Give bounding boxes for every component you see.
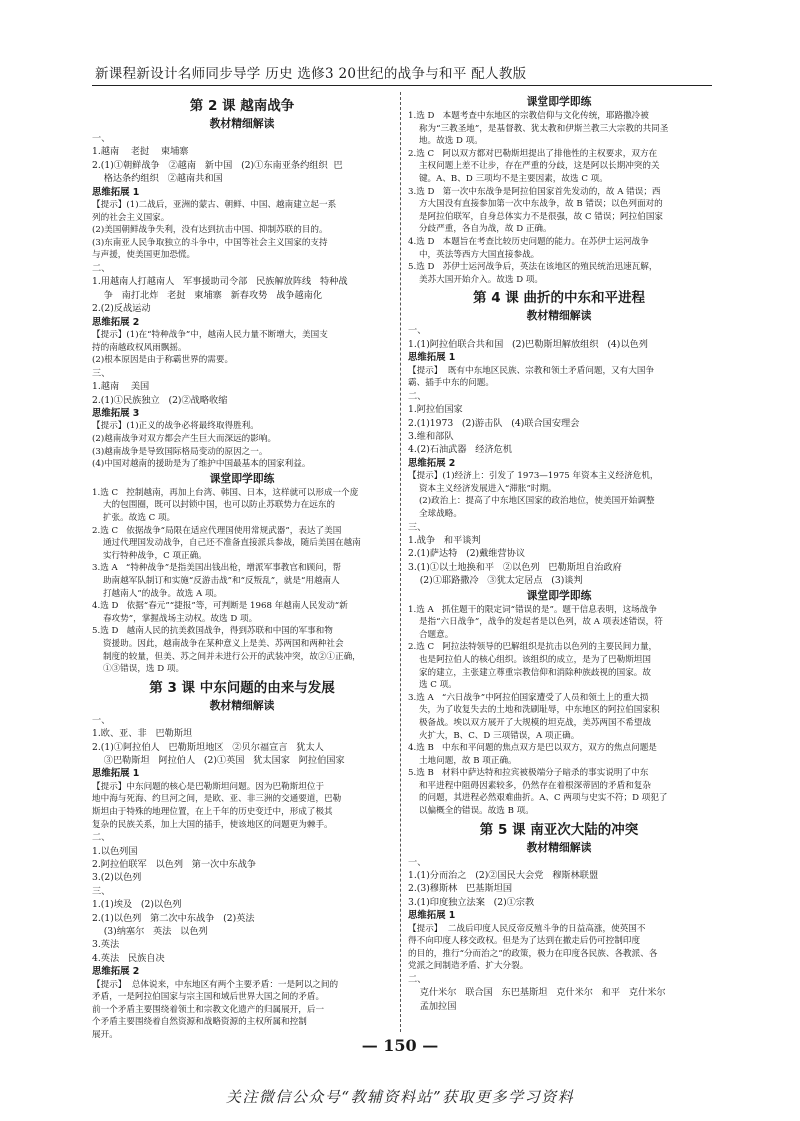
text-line: 2.阿拉伯联军 以色列 第一次中东战争 <box>92 858 257 870</box>
text-line: 2.(1)以色列 第二次中东战争 (2)英法 <box>92 912 255 924</box>
text-line: 失，为了收复失去的土地和洗刷耻辱，中东地区的阿拉伯国家积 <box>408 705 660 716</box>
right-column <box>408 94 710 1013</box>
text-line: 地。故选 D 项。 <box>408 136 483 147</box>
text-line: 家的建立，主张建立尊重宗教信仰和消除种族歧视的国家。故 <box>408 667 651 678</box>
text-line: 土地问题，故 B 项正确。 <box>408 755 517 766</box>
text-line: 合题意。 <box>408 629 454 640</box>
text-line: 复杂的民族关系，加上大国的插手，使该地区的问题更为棘手。 <box>92 819 333 830</box>
text-line: 得不向印度人移交政权。但是为了达到在撤走后仍可控制印度 <box>408 936 641 947</box>
text-line: 【提示】 既有中东地区民族、宗教和领土矛盾问题，又有大国争 <box>408 365 655 376</box>
text-line: (2)美国朝鲜战争失利，没有达到抗击中国、抑制苏联的目的。 <box>92 225 328 236</box>
text-line: 2.(1)萨达特 (2)戴维营协议 <box>408 548 526 560</box>
lesson-title: 第 5 课 南亚次大陆的冲突 <box>479 821 639 838</box>
text-line: 的问题，其进程必然艰难曲折。A、C 两项与史实不符；D 项犯了 <box>408 793 668 804</box>
text-line: 和平进程中阻碍因素较多，仍然存在着根深蒂固的矛盾和复杂 <box>408 780 651 791</box>
text-line: 主权问题上差不让步，存在严重的分歧，这是阿以长期冲突的关 <box>408 161 660 172</box>
text-line: 霸、插手中东的问题。 <box>408 378 494 389</box>
text-line: 1.(1)分而治之 (2)②国民大会党 穆斯林联盟 <box>408 870 599 882</box>
text-line: 3.英法 <box>92 939 120 951</box>
text-line: 2.(1)①朝鲜战争 ②越南 新中国 (2)①东南亚条约组织 巴 <box>92 159 343 171</box>
text-line: 1.战争 和平谈判 <box>408 534 481 546</box>
text-line: 3.维和部队 <box>408 430 454 442</box>
text-line: 实行特种战争，C 项正确。 <box>92 550 207 561</box>
text-line: 【提示】中东问题的核心是巴勒斯坦问题。因为巴勒斯坦位于 <box>92 781 325 792</box>
text-line: 资援助。因此，越南战争在某种意义上是美、苏两国和两种社会 <box>92 638 344 649</box>
text-line: 1.(1)埃及 (2)以色列 <box>92 899 182 911</box>
text-line: 【提示】(1)在“特种战争”中，越南人民力量不断增大，美国支 <box>92 330 328 341</box>
text-line: 2.(1)1973 (2)游击队 (4)联合国安理会 <box>408 417 580 429</box>
left-column <box>92 94 392 1042</box>
text-line: 1.选 D 本题考查中东地区的宗教信仰与文化传统，耶路撒冷被 <box>408 111 649 121</box>
text-line: 2.(1)①民族独立 (2)②战略收缩 <box>92 394 228 406</box>
text-line: 列的社会主义国家。 <box>92 212 170 223</box>
text-line: 选 C 项。 <box>408 680 457 691</box>
text-line: 4.选 B 中东和平问题的焦点双方是巴以双方，双方的焦点问题是 <box>408 743 657 754</box>
running-header: 新课程新设计名师同步导学 历史 选修3 20世纪的战争与和平 配人教版 <box>95 66 527 82</box>
section-title: 课堂即学即练 <box>526 588 592 602</box>
text-line: 3.选 D 第一次中东战争是阿拉伯国家首先发动的，故 A 错误；西 <box>408 186 661 197</box>
text-line: 键。A、B、D 三项均不是主要因素，故选 C 项。 <box>408 173 608 184</box>
text-line: 1.欧、亚、非 巴勒斯坦 <box>92 728 193 740</box>
text-line: 通过代理国发动战争，自己还不准备直接派兵参战，随后美国在越南 <box>92 538 361 549</box>
text-line: 极备战。埃以双方展开了大规模的坦克战，美苏两国不希望战 <box>408 717 651 728</box>
text-line: 【提示】 总体说来，中东地区有两个主要矛盾：一是阿以之间的 <box>92 979 339 990</box>
text-line: 全球战略。 <box>408 508 462 519</box>
text-line: 个矛盾主要围绕着自然资源和战略资源的主权所属和控制 <box>92 1017 307 1028</box>
text-line: 称为“三教圣地”，是基督教、犹太教和伊斯兰教三大宗教的共同圣 <box>408 123 669 134</box>
text-line: 制度的较量，但美、苏之间并未进行公开的武装冲突，故②①正确， <box>92 651 361 662</box>
text-line: ③巴勒斯坦 阿拉伯人 (2)①英国 犹太国家 阿拉伯国家 <box>92 754 345 766</box>
text-line: 2.选 C 依据战争“局限在适应代理国使用常规武器”，表达了美国 <box>92 525 342 536</box>
subsection-label: 思维拓展 2 <box>92 966 140 978</box>
subsection-label: 思维拓展 1 <box>408 352 456 364</box>
text-line: 中，英法等西方大国直接参战。 <box>408 249 540 260</box>
text-line: 春攻势”，掌握战场主动权。故选 D 项。 <box>92 613 258 624</box>
text-line: 分歧严重，各自为战，故 D 正确。 <box>408 224 552 235</box>
section-title: 教材精细解读 <box>209 117 275 130</box>
text-line: 3.选 A “特种战争”是指美国出钱出枪，增派军事教官和顾问，帮 <box>92 563 341 574</box>
text-line: 3.(1)①以土地换和平 ②以色列 巴勒斯坦自治政府 <box>408 561 622 573</box>
text-line: 以偏概全的错误。故选 B 项。 <box>408 806 534 817</box>
subsection-label: 思维拓展 3 <box>92 408 140 420</box>
text-line: 5.选 D 越南人民的抗美救国战争，得到苏联和中国的军事和物 <box>92 626 333 637</box>
text-line: 5.选 B 材料中萨达特和拉宾被极端分子暗杀的事实说明了中东 <box>408 768 649 779</box>
text-line: 二、 <box>92 832 111 844</box>
text-line: 三、 <box>408 521 427 533</box>
section-title: 教材精细解读 <box>526 309 592 323</box>
text-line: 5.选 D 苏伊士运河战争后，英法在该地区的殖民统治迅速瓦解， <box>408 262 658 273</box>
text-line: 前一个矛盾主要围绕着领土和宗教文化遗产的归属展开，后一 <box>92 1004 325 1015</box>
text-line: 格达条约组织 ②越南共和国 <box>92 173 223 185</box>
text-line: 是指“六日战争”，战争的发起者是以色列，故 A 项表述错误，符 <box>408 617 663 628</box>
text-line: 4.选 D 本题旨在考查比较历史问题的能力。在苏伊士运河战争 <box>408 236 649 247</box>
lesson-title: 第 2 课 越南战争 <box>189 98 295 114</box>
text-line: 3.(1)印度独立法案 (2)①宗教 <box>408 896 535 908</box>
text-line: ①③错误，选 D 项。 <box>92 664 185 675</box>
page-number: — 150 — <box>361 1036 439 1055</box>
text-line: 矛盾，一是阿拉伯国家与宗主国和域后世界大国之间的矛盾。 <box>92 992 325 1003</box>
text-line: 助南越军队制订和实施“反游击战”和“反叛乱”，就是“用越南人 <box>92 575 340 586</box>
lesson-title: 第 4 课 曲折的中东和平进程 <box>473 290 645 307</box>
text-line: 2.(1)①阿拉伯人 巴勒斯坦地区 ②贝尔福宣言 犹太人 <box>92 741 324 753</box>
text-line: 二、 <box>408 974 427 986</box>
text-line: 的目的，推行“分而治之”的政策，极力在印度各民族、各教派、各 <box>408 948 658 959</box>
text-line: 持的南越政权风雨飘摇。 <box>92 342 187 353</box>
text-line: 二、 <box>92 263 111 274</box>
lesson-title: 第 3 课 中东问题的由来与发展 <box>149 679 335 696</box>
subsection-label: 思维拓展 1 <box>92 768 140 780</box>
text-line: 1.越南 美国 <box>92 381 150 393</box>
subsection-label: 思维拓展 2 <box>92 316 140 328</box>
text-line: 一、 <box>92 714 111 726</box>
text-line: 打越南人”的战争。故选 A 项。 <box>92 588 223 599</box>
text-line: (3)东南亚人民争取独立的斗争中，中国等社会主义国家的支持 <box>92 237 328 248</box>
text-line: 火扩大，B、C、D 三项错误，A 项正确。 <box>408 730 580 741</box>
text-line: 也是阿拉伯人的核心组织。该组织的成立，是为了巴勒斯坦国 <box>408 654 651 665</box>
text-line: 克什米尔 联合国 东巴基斯坦 克什米尔 和平 克什米尔 <box>408 987 666 999</box>
section-title: 教材精细解读 <box>209 698 275 712</box>
footer-note: 关注微信公众号“教辅资料站”获取更多学习资料 <box>225 1088 575 1106</box>
text-line: 资本主义经济发展进入“滞胀”时期。 <box>408 483 557 494</box>
header-rule <box>92 85 712 86</box>
text-line: 4.英法 民族自决 <box>92 952 165 964</box>
text-line: 地中海与死海、约旦河之间，是欧、亚、非三洲的交通要道，巴勒 <box>92 794 342 805</box>
section-title: 课堂即学即练 <box>209 471 275 485</box>
text-line: 一、 <box>92 133 111 144</box>
text-line: 2.(3)穆斯林 巴基斯坦国 <box>408 883 513 895</box>
subsection-label: 思维拓展 2 <box>408 457 456 469</box>
text-line: 1.越南 老挝 柬埔寨 <box>92 146 189 158</box>
text-line: 1.以色列国 <box>92 845 138 857</box>
text-line: 2.选 C 阿拉法特领导的巴解组织是抗击以色列的主要民间力量， <box>408 642 658 653</box>
text-line: 1.用越南人打越南人 军事援助司令部 民族解放阵线 特种战 <box>92 276 348 288</box>
text-line: 【提示】 二战后印度人民反帝反殖斗争的日益高涨，使英国不 <box>408 923 646 934</box>
text-line: 1.选 A 抓住题干的限定词“错误的是”。题干信息表明，这场战争 <box>408 604 657 615</box>
text-line: 党派之间制造矛盾、扩大分裂。 <box>408 961 529 972</box>
text-line: 2.选 C 阿以双方都对巴勒斯坦提出了排他性的主权要求，双方在 <box>408 148 658 159</box>
section-title: 教材精细解读 <box>526 840 592 854</box>
section-title: 课堂即学即练 <box>526 95 592 108</box>
text-line: 4.选 D 依据“春元”“捷报”等，可判断是 1968 年越南人民发动“新 <box>92 601 348 612</box>
subsection-label: 思维拓展 1 <box>408 910 456 922</box>
text-line: 一、 <box>408 325 427 337</box>
text-line: (3)越南战争是导致国际格局变动的原因之一。 <box>92 446 268 457</box>
text-line: (4)中国对越南的援助是为了维护中国最基本的国家利益。 <box>92 459 311 470</box>
text-line: 是阿拉伯联军，自身总体实力不是很强，故 C 错误；阿拉伯国家 <box>408 211 664 222</box>
text-line: 展开。 <box>92 1029 118 1040</box>
text-line: 争 南打北炸 老挝 柬埔寨 新春攻势 战争越南化 <box>92 289 323 301</box>
text-line: 美苏大国开始介入。故选 D 项。 <box>408 274 544 285</box>
text-line: 扩张。故选 C 项。 <box>92 513 176 523</box>
text-line: 4.(2)石油武器 经济危机 <box>408 444 513 456</box>
text-line: 【提示】(1)正义的战争必将最终取得胜利。 <box>92 421 259 432</box>
text-line: 【提示】(1)二战后，亚洲的蒙古、朝鲜、中国、越南建立起一系 <box>92 200 337 211</box>
text-line: (2)根本原因是由于称霸世界的需要。 <box>92 355 234 366</box>
subsection-label: 思维拓展 1 <box>92 186 140 198</box>
text-line: 大的包围圈，既可以封锁中国，也可以防止苏联势力在远东的 <box>92 500 335 511</box>
text-line: (3)纳塞尔 英法 以色列 <box>92 925 208 937</box>
text-line: 孟加拉国 <box>408 1000 457 1012</box>
text-line: 1.阿拉伯国家 <box>408 404 463 416</box>
text-line: (2)越南战争对双方都会产生巨大而深远的影响。 <box>92 434 277 445</box>
column-divider <box>400 92 401 1032</box>
text-line: 一、 <box>408 856 427 868</box>
text-line: 2.(2)反战运动 <box>92 303 151 315</box>
text-line: (2)政治上：提高了中东地区国家的政治地位，使美国开始调整 <box>408 496 655 507</box>
text-line: 【提示】(1)经济上：引发了 1973—1975 年资本主义经济危机， <box>408 471 659 482</box>
text-line: 1.(1)阿拉伯联合共和国 (2)巴勒斯坦解放组织 (4)以色列 <box>408 338 648 350</box>
text-line: 二、 <box>408 390 427 402</box>
text-line: (2)①耶路撒冷 ③犹太定居点 (3)谈判 <box>408 575 583 587</box>
text-line: 方大国没有直接参加第一次中东战争，故 B 错误；以色列面对的 <box>408 199 663 210</box>
text-line: 三、 <box>92 885 111 897</box>
text-line: 斯坦由于特殊的地理位置，在上千年的历史变迁中，形成了极其 <box>92 806 333 817</box>
text-line: 与声援，使美国更加恐慌。 <box>92 250 196 261</box>
text-line: 3.(2)以色列 <box>92 872 142 884</box>
text-line: 1.选 C 控制越南，再加上台湾、韩国、日本，这样就可以形成一个庞 <box>92 487 359 498</box>
text-line: 3.选 A “六日战争”中阿拉伯国家遭受了人员和领土上的重大损 <box>408 692 649 703</box>
text-line: 三、 <box>92 367 111 379</box>
